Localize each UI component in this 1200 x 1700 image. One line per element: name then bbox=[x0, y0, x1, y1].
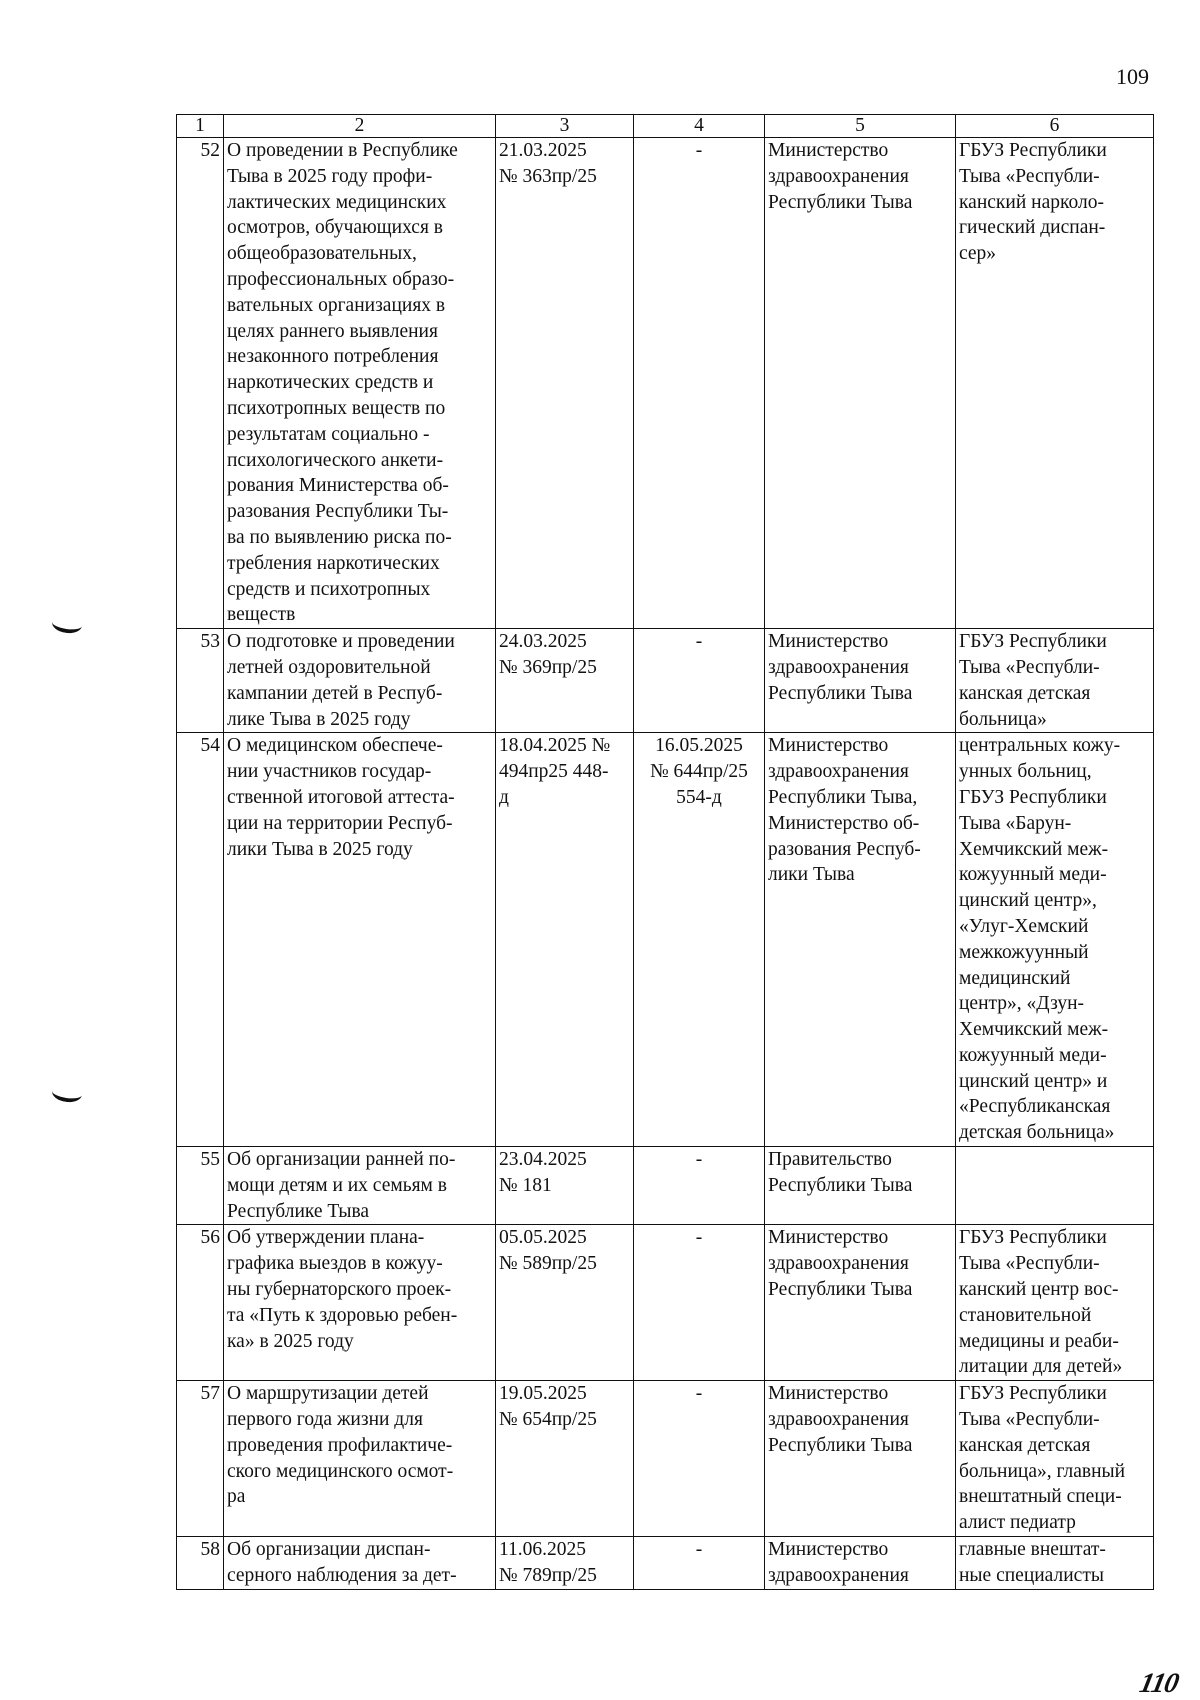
document-date-number: 11.06.2025 № 789пр/25 bbox=[496, 1537, 634, 1590]
responsible-executor: ГБУЗ Республики Тыва «Республи- канская детская больница», главный внештатный специ- алист педиатр bbox=[956, 1381, 1154, 1537]
amendment: - bbox=[634, 138, 765, 629]
row-number: 58 bbox=[177, 1537, 224, 1590]
column-header: 6 bbox=[956, 115, 1154, 138]
document-title: Об организации диспан- серного наблюдения за дет- bbox=[224, 1537, 496, 1590]
table-row bbox=[177, 1225, 1154, 1381]
responsible-executor: ГБУЗ Республики Тыва «Республи- канская детская больница» bbox=[956, 629, 1154, 733]
document-title: О проведении в Республике Тыва в 2025 году профи- лактических медицинских осмотров, обучающихся в общеобразовательных, профессиональных образо- вательных организациях в целях раннего выявления незаконного потребления наркотических средств и психотропных веществ по результатам социально - психологического анкети- рования Министерства об- разования Республики Ты- ва по выявлению риска по- требления наркотических средств и психотропных веществ bbox=[224, 138, 496, 629]
document-date-number: 23.04.2025 № 181 bbox=[496, 1147, 634, 1225]
amendment: - bbox=[634, 1147, 765, 1225]
amendment: - bbox=[634, 1537, 765, 1590]
document-date-number: 18.04.2025 № 494пр25 448- д bbox=[496, 733, 634, 1147]
amendment: - bbox=[634, 1381, 765, 1537]
table-row bbox=[177, 629, 1154, 733]
document-title: О маршрутизации детей первого года жизни для проведения профилактиче- ского медицинского осмот- ра bbox=[224, 1381, 496, 1537]
responsible-executor bbox=[956, 1147, 1154, 1225]
document-title: Об утверждении плана- графика выездов в кожуу- ны губернаторского проек- та «Путь к здоровью ребен- ка» в 2025 году bbox=[224, 1225, 496, 1381]
document-title: Об организации ранней по- мощи детям и их семьям в Республике Тыва bbox=[224, 1147, 496, 1225]
column-header: 3 bbox=[496, 115, 634, 138]
issuing-authority: Министерство здравоохранения bbox=[765, 1537, 956, 1590]
issuing-authority: Правительство Республики Тыва bbox=[765, 1147, 956, 1225]
scan-mark bbox=[51, 613, 83, 635]
row-number: 56 bbox=[177, 1225, 224, 1381]
amendment: - bbox=[634, 629, 765, 733]
amendment: 16.05.2025 № 644пр/25 554-д bbox=[634, 733, 765, 1147]
row-number: 55 bbox=[177, 1147, 224, 1225]
issuing-authority: Министерство здравоохранения Республики Тыва bbox=[765, 1381, 956, 1537]
row-number: 53 bbox=[177, 629, 224, 733]
responsible-executor: ГБУЗ Республики Тыва «Республи- канский нарколо- гический диспан- сер» bbox=[956, 138, 1154, 629]
page-number: 109 bbox=[1116, 64, 1149, 89]
document-date-number: 21.03.2025 № 363пр/25 bbox=[496, 138, 634, 629]
column-header: 4 bbox=[634, 115, 765, 138]
row-number: 57 bbox=[177, 1381, 224, 1537]
table-row bbox=[177, 1381, 1154, 1537]
document-date-number: 19.05.2025 № 654пр/25 bbox=[496, 1381, 634, 1537]
document-date-number: 24.03.2025 № 369пр/25 bbox=[496, 629, 634, 733]
issuing-authority: Министерство здравоохранения Республики Тыва bbox=[765, 138, 956, 629]
row-number: 52 bbox=[177, 138, 224, 629]
column-header: 5 bbox=[765, 115, 956, 138]
row-number: 54 bbox=[177, 733, 224, 1147]
column-header: 2 bbox=[224, 115, 496, 138]
responsible-executor: центральных кожу- унных больниц, ГБУЗ Республики Тыва «Барун- Хемчикский меж- кожуунный меди- цинский центр», «Улуг-Хемский межкожуунный медицинский центр», «Дзун- Хемчикский меж- кожуунный меди- цинский центр» и «Республиканская детская больница» bbox=[956, 733, 1154, 1147]
documents-table bbox=[176, 114, 1154, 1590]
issuing-authority: Министерство здравоохранения Республики Тыва bbox=[765, 1225, 956, 1381]
document-title: О подготовке и проведении летней оздоровительной кампании детей в Респуб- лике Тыва в 2025 году bbox=[224, 629, 496, 733]
responsible-executor: главные внештат- ные специалисты bbox=[956, 1537, 1154, 1590]
responsible-executor: ГБУЗ Республики Тыва «Республи- канский центр вос- становительной медицины и реаби- литации для детей» bbox=[956, 1225, 1154, 1381]
issuing-authority: Министерство здравоохранения Республики Тыва bbox=[765, 629, 956, 733]
document-title: О медицинском обеспече- нии участников государ- ственной итоговой аттеста- ции на территории Респуб- лики Тыва в 2025 году bbox=[224, 733, 496, 1147]
column-header: 1 bbox=[177, 115, 224, 138]
document-date-number: 05.05.2025 № 589пр/25 bbox=[496, 1225, 634, 1381]
issuing-authority: Министерство здравоохранения Республики Тыва, Министерство об- разования Респуб- лики Тыва bbox=[765, 733, 956, 1147]
table-row bbox=[177, 138, 1154, 629]
table-row bbox=[177, 1537, 1154, 1590]
handwritten-page-number: 110 bbox=[1136, 1668, 1181, 1699]
table-row bbox=[177, 1147, 1154, 1225]
table-header-row bbox=[177, 115, 1154, 138]
amendment: - bbox=[634, 1225, 765, 1381]
table-row bbox=[177, 733, 1154, 1147]
scan-mark bbox=[51, 1082, 83, 1104]
